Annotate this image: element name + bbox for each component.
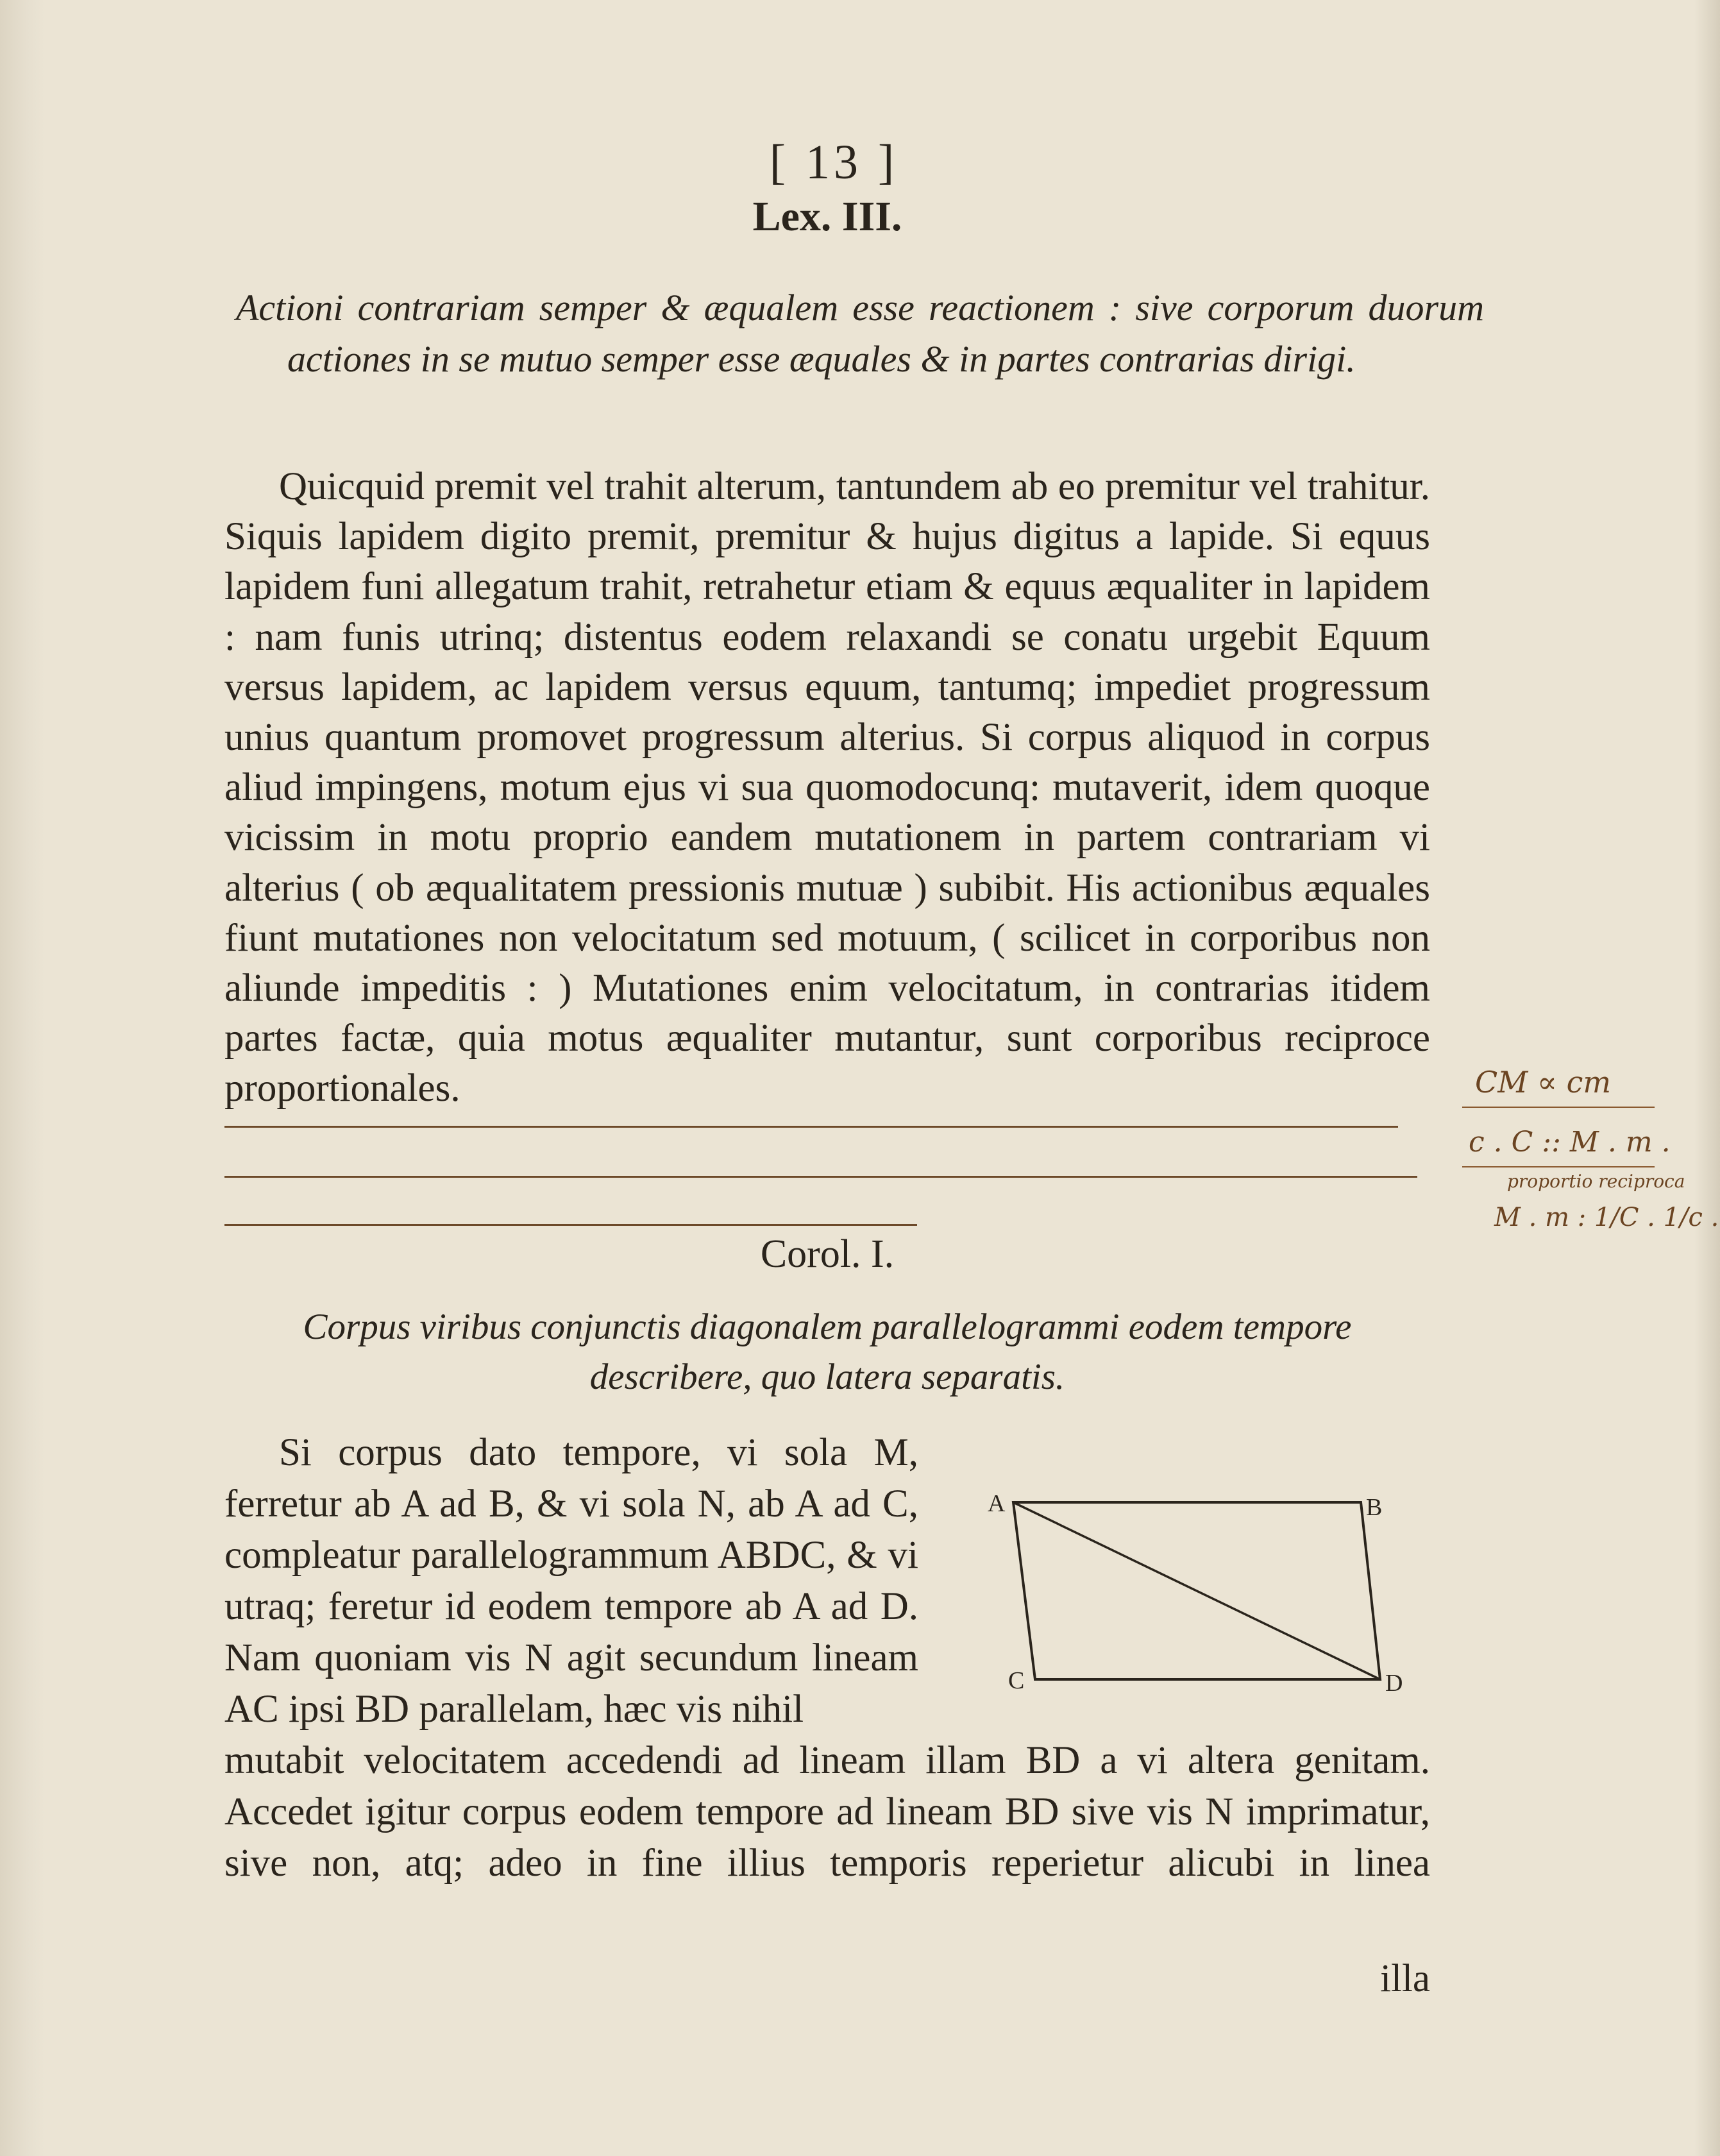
law-body: Quicquid premit vel trahit alterum, tantundem ab eo premitur vel trahitur. Siquis lapidem digito premit, premitur & hujus digitus a lapide. Si equus lapidem funi allegatum trahit, retrahetur etiam & equus æqualiter in lapidem : nam funis utrinq; distentus eodem relaxandi se conatu urgebit Equum versus lapidem, ac lapidem versus equum, tantumq; impediet progressum unius quantum promovet progressum alterius. Si corpus aliquod in corpus aliud impingens, motum ejus vi sua quomodocunq: mutaverit, idem quoque vicissim in motu proprio eandem mutationem in partem contrariam vi alterius ( ob æqualitatem pressionis mutuæ ) subibit. His actionibus æquales fiunt mutationes non velocitatum sed motuum, ( scilicet in corporibus non aliunde impeditis : ) Mutationes enim velocitatum, in contrarias itidem partes factæ, quia motus æqualiter mutantur, sunt corporibus reciproce proportionales. xyxy=(224,465,1430,1110)
corollary-proof-part2: mutabit velocitatem accedendi ad lineam illam BD a vi altera genitam. Accedet igitur corpus eodem tempore ad lineam BD sive vis N imprimatur, sive non, atq; adeo in fine illius temporis reperietur alicubi in linea xyxy=(224,1739,1430,1885)
label-d: D xyxy=(1385,1670,1403,1697)
law-statement: Actioni contrariam semper & æqualem esse reactionem : sive corporum duorum actiones in se mutuo semper esse æquales & in partes contrarias dirigi. xyxy=(236,287,1484,380)
ink-underline-2 xyxy=(224,1176,1417,1178)
marginal-underline-2 xyxy=(1462,1166,1655,1167)
page-edge-shadow xyxy=(1694,0,1720,2156)
page-number: [ 13 ] xyxy=(769,135,898,189)
marginal-note-2: c . C :: M . m . xyxy=(1469,1126,1671,1159)
marginal-note-4: M . m : 1/C . 1/c . xyxy=(1494,1203,1719,1232)
corollary-title: Corol. I. xyxy=(760,1232,895,1276)
label-b: B xyxy=(1366,1494,1383,1521)
marginal-note-1: CM ∝ cm xyxy=(1475,1065,1612,1099)
corollary-statement: Corpus viribus conjunctis diagonalem parallelogrammi eodem tempore describere, quo latera separatis. xyxy=(303,1307,1352,1397)
ink-underline-3 xyxy=(224,1224,917,1226)
label-a: A xyxy=(988,1490,1006,1517)
diagonal-ad xyxy=(1013,1502,1380,1679)
law-title: Lex. III. xyxy=(752,193,902,240)
catchword: illa xyxy=(1380,1957,1430,2000)
parallelogram-diagram xyxy=(962,1475,1424,1719)
marginal-note-3: proportio reciproca xyxy=(1507,1171,1685,1192)
label-c: C xyxy=(1008,1667,1025,1694)
ink-underline-1 xyxy=(224,1126,1398,1128)
marginal-underline-1 xyxy=(1462,1107,1655,1108)
page-gutter-shadow xyxy=(0,0,45,2156)
corollary-proof-part1: Si corpus dato tempore, vi sola M, ferretur ab A ad B, & vi sola N, ab A ad C, compleatur parallelogrammum ABDC, & vi utraq; feretur id eodem tempore ab A ad D. Nam quoniam vis N agit secundum lineam AC ipsi BD parallelam, hæc vis nihil xyxy=(224,1431,918,1731)
